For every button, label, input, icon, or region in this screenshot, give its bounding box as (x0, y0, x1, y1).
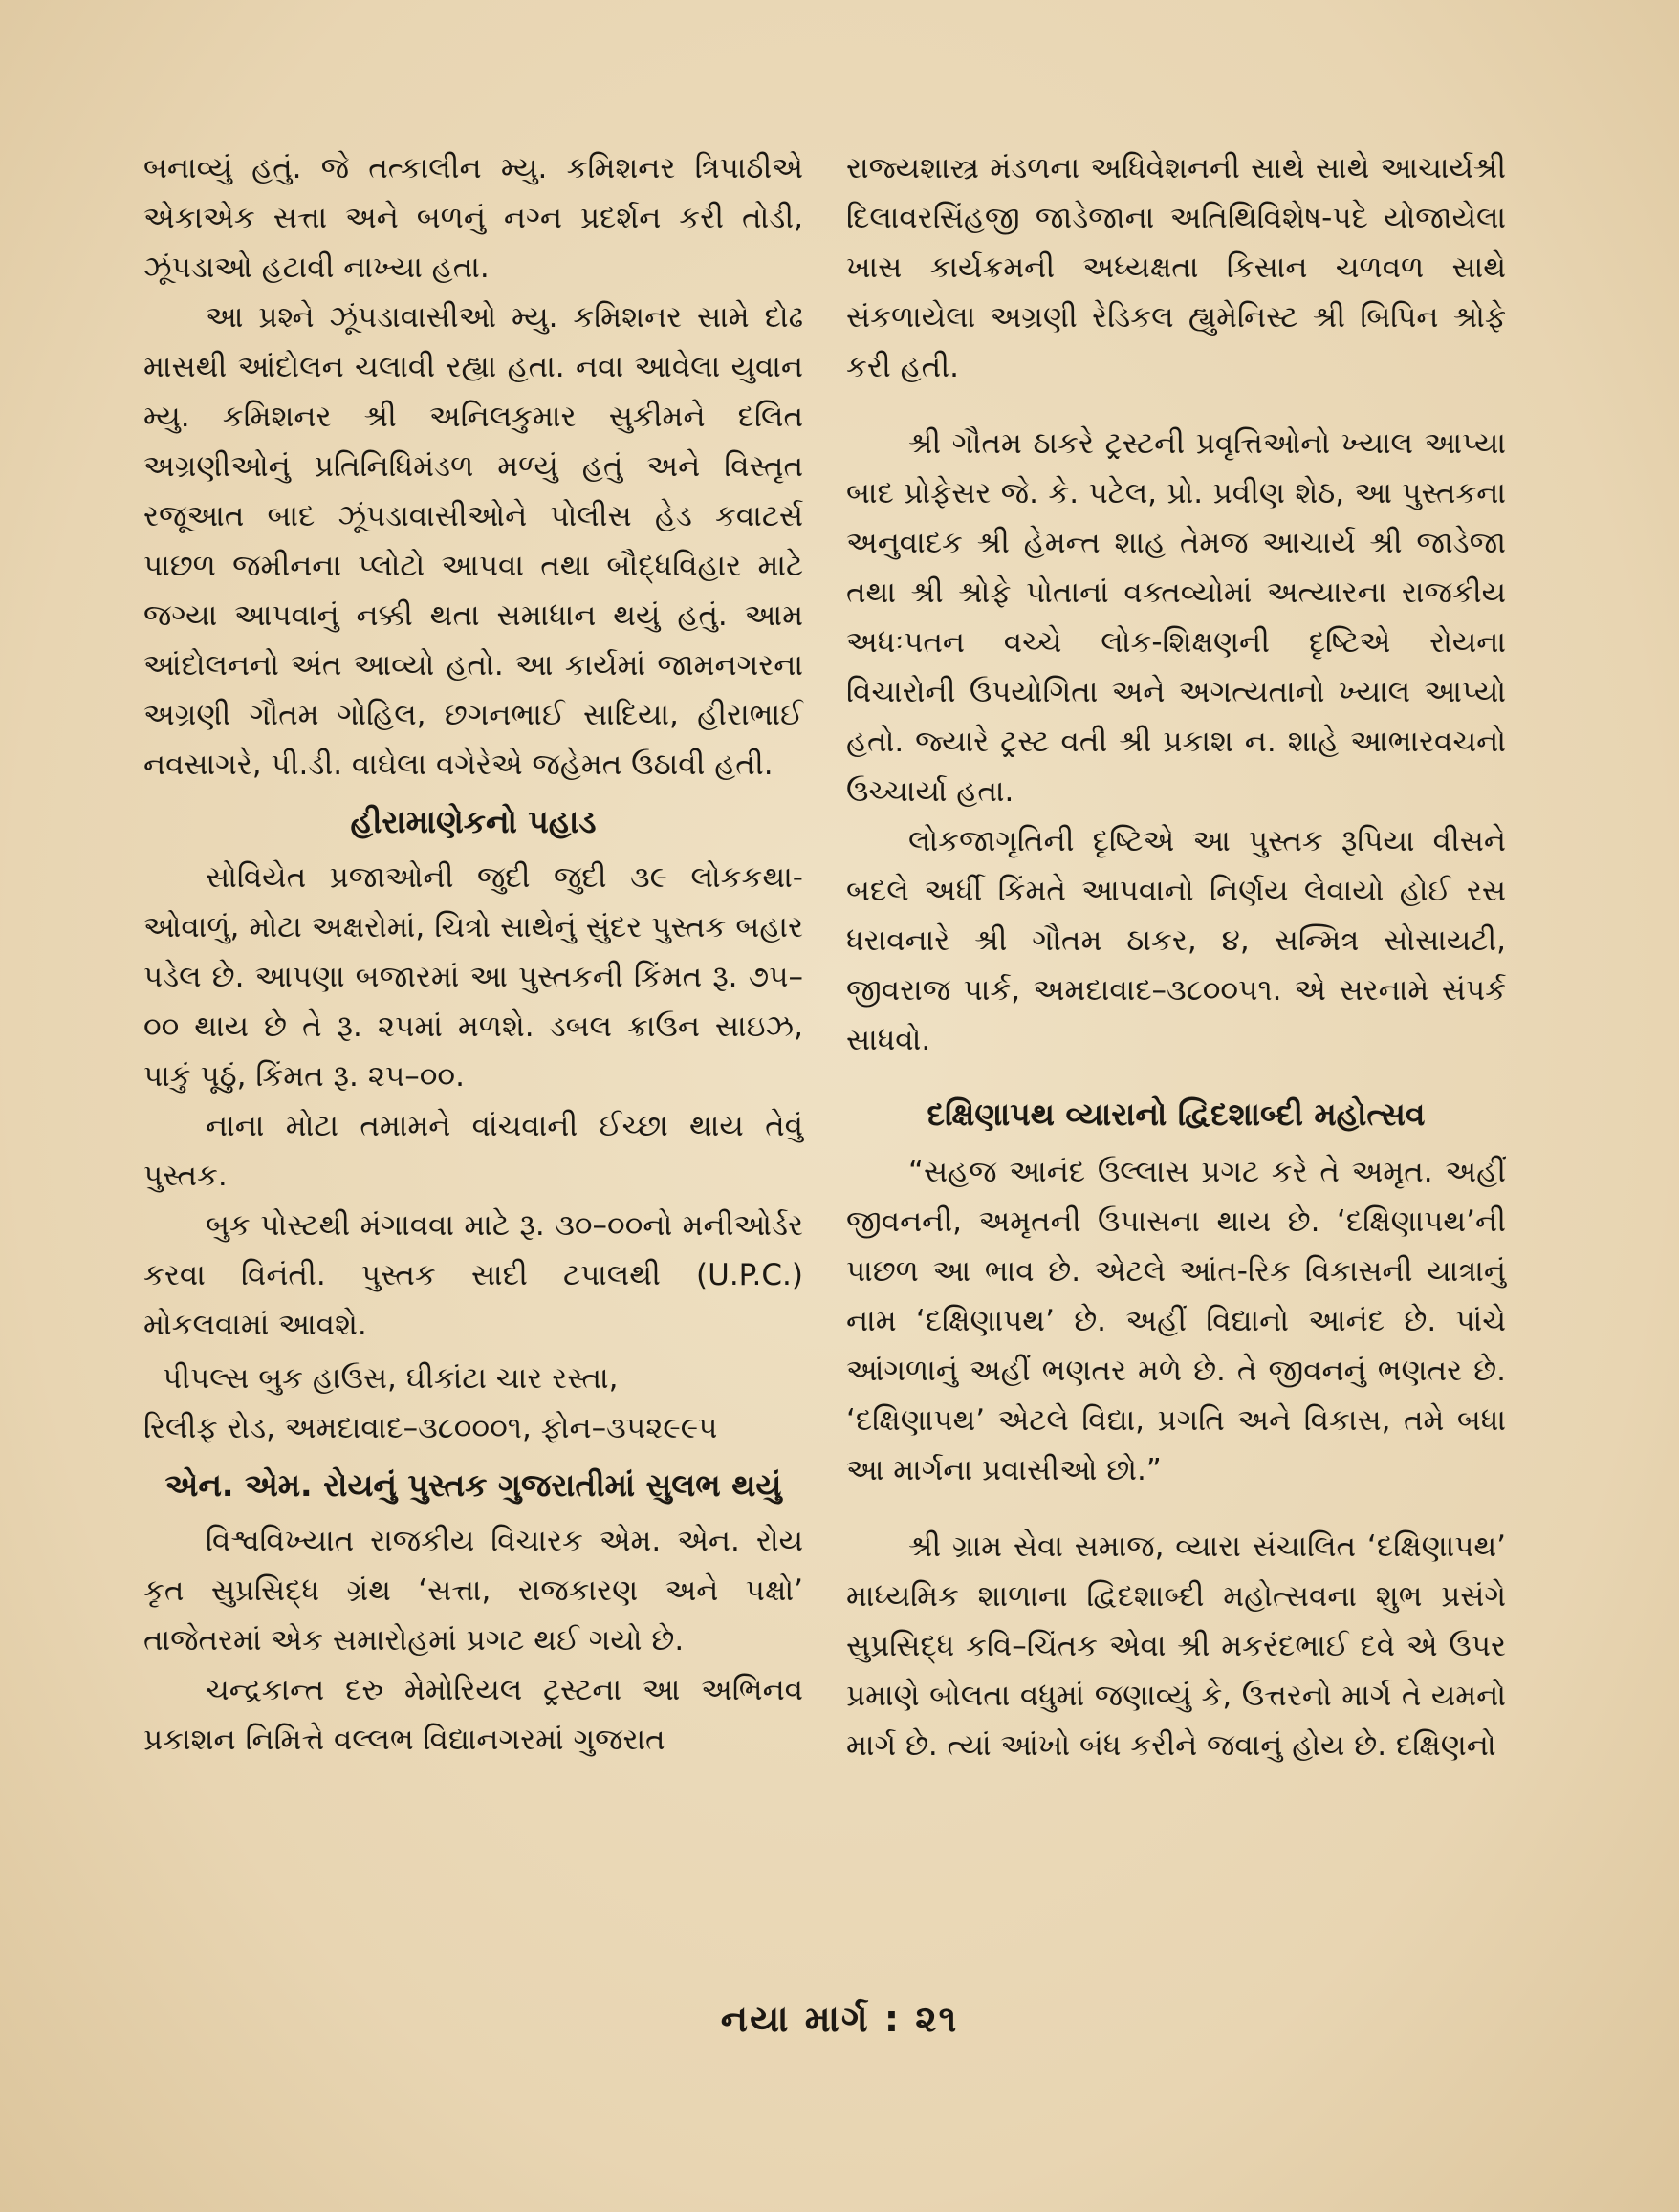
article-paragraph: વિશ્વવિખ્યાત રાજકીય વિચારક એમ. એન. રોય કૃત સુપ્રસિદ્ધ ગ્રંથ ‘સત્તા, રાજકારણ અને પક્ષો’ તાજેતરમાં એક સમારોહમાં પ્રગટ થઈ ગયો છે. (143, 1524, 803, 1658)
article-paragraph: લોકજાગૃતિની દૃષ્ટિએ આ પુસ્તક રૂપિયા વીસને બદલે અર્ધી કિંમતે આપવાનો નિર્ણય લેવાયો હોઈ રસ ધરાવનારે શ્રી ગૌતમ ઠાકર, ૪, સન્મિત્ર સોસાયટી, જીવરાજ પાર્ક, અમદાવાદ–૩૮૦૦૫૧. એ સરનામે સંપર્ક સાધવો. (846, 824, 1506, 1057)
section-heading: હીરામાણેકનો પહાડ (350, 803, 597, 840)
quote-paragraph: “સહજ આનંદ ઉલ્લાસ પ્રગટ કરે તે અમૃત. અહીં જીવનની, અમૃતની ઉપાસના થાય છે. ‘દક્ષિણાપથ’ની પાછળ આ ભાવ છે. એટલે આંત-રિક વિકાસની યાત્રાનું નામ ‘દક્ષિણાપથ’ છે. અહીં વિદ્યાનો આનંદ છે. પાંચે આંગળાનું અહીં ભણતર મળે છે. તે જીવનનું ભણતર છે. ‘દક્ષિણાપથ’ એટલે વિદ્યા, પ્રગતિ અને વિકાસ, તમે બધા આ માર્ગના પ્રવાસીઓ છો.” (846, 1155, 1506, 1487)
article-paragraph: બનાવ્યું હતું. જે તત્કાલીન મ્યુ. કમિશનર ત્રિપાઠીએ એકાએક સત્તા અને બળનું નગ્ન પ્રદર્શન કરી તોડી, ઝૂંપડાઓ હટાવી નાખ્યા હતા. (143, 151, 803, 285)
article-paragraph: બુક પોસ્ટથી મંગાવવા માટે રૂ. ૩૦–૦૦નો મનીઓર્ડર કરવા વિનંતી. પુસ્તક સાદી ટપાલથી (U.P.C.) મોકલવામાં આવશે. (143, 1208, 803, 1342)
article-paragraph: આ પ્રશ્ને ઝૂંપડાવાસીઓ મ્યુ. કમિશનર સામે દોઢ માસથી આંદોલન ચલાવી રહ્યા હતા. નવા આવેલા યુવાન મ્યુ. કમિશનર શ્રી અનિલકુમાર સુકીમને દલિત અગ્રણીઓનું પ્રતિનિધિમંડળ મળ્યું હતું અને વિસ્તૃત રજૂઆત બાદ ઝૂંપડાવાસીઓને પોલીસ હેડ કવાટર્સ પાછળ જમીનના પ્લોટો આપવા તથા બૌદ્ધવિહાર માટે જગ્યા આપવાનું નક્કી થતા સમાધાન થયું હતું. આમ આંદોલનનો અંત આવ્યો હતો. આ કાર્યમાં જામનગરના અગ્રણી ગૌતમ ગોહિલ, છગનભાઈ સાદિયા, હીરાભાઈ નવસાગરે, પી.ડી. વાઘેલા વગેરેએ જહેમત ઉઠાવી હતી. (143, 300, 803, 782)
address-line: રિલીફ રોડ, અમદાવાદ–૩૮૦૦૦૧, ફોન–૩૫૨૯૯૫ (143, 1411, 718, 1445)
article-paragraph: નાના મોટા તમામને વાંચવાની ઈચ્છા થાય તેવું પુસ્તક. (143, 1109, 803, 1193)
page-footer: નયા માર્ગ : ૨૧ (720, 1998, 959, 2040)
left-column (143, 143, 803, 1765)
article-paragraph: સોવિયેત પ્રજાઓની જુદી જુદી ૩૯ લોકકથા-ઓવાળું, મોટા અક્ષરોમાં, ચિત્રો સાથેનું સુંદર પુસ્તક બહાર પડેલ છે. આપણા બજારમાં આ પુસ્તકની કિંમત રૂ. ૭૫–૦૦ થાય છે તે રૂ. ૨૫માં મળશે. ડબલ ક્રાઉન સાઇઝ, પાકું પૂઠું, કિંમત રૂ. ૨૫–૦૦. (143, 860, 803, 1094)
section-heading: એન. એમ. રોયનું પુસ્તક ગુજરાતીમાં સુલભ થયું (164, 1466, 782, 1504)
section-heading: દક્ષિણાપથ વ્યારાનો દ્વિદશાબ્દી મહોત્સવ (927, 1095, 1426, 1133)
right-column (846, 143, 1506, 1770)
address-line: પીપલ્સ બુક હાઉસ, ઘીકાંટા ચાર રસ્તા, (163, 1361, 619, 1396)
article-paragraph: ચન્દ્રકાન્ત દરુ મેમોરિયલ ટ્રસ્ટના આ અભિનવ પ્રકાશન નિમિત્તે વલ્લભ વિદ્યાનગરમાં ગુજરાત (143, 1673, 803, 1757)
article-paragraph: રાજ્યશાસ્ત્ર મંડળના અધિવેશનની સાથે સાથે આચાર્યશ્રી દિલાવરસિંહજી જાડેજાના અતિથિવિશેષ-પદે યોજાયેલા ખાસ કાર્યક્રમની અધ્યક્ષતા કિસાન ચળવળ સાથે સંકળાયેલા અગ્રણી રેડિકલ હ્યુમેનિસ્ટ શ્રી બિપિન શ્રોફે કરી હતી. (846, 151, 1506, 384)
article-paragraph: શ્રી ગૌતમ ઠાકરે ટ્રસ્ટની પ્રવૃત્તિઓનો ખ્યાલ આપ્યા બાદ પ્રોફેસર જે. કે. પટેલ, પ્રો. પ્રવીણ શેઠ, આ પુસ્તકના અનુવાદક શ્રી હેમન્ત શાહ તેમજ આચાર્ય શ્રી જાડેજા તથા શ્રી શ્રોફે પોતાનાં વક્તવ્યોમાં અત્યારના રાજકીય અધઃપતન વચ્ચે લોક-શિક્ષણની દૃષ્ટિએ રોયના વિચારોની ઉપયોગિતા અને અગત્યતાનો ખ્યાલ આપ્યો હતો. જ્યારે ટ્રસ્ટ વતી શ્રી પ્રકાશ ન. શાહે આભારવચનો ઉચ્ચાર્યા હતા. (846, 426, 1506, 809)
article-paragraph: શ્રી ગ્રામ સેવા સમાજ, વ્યારા સંચાલિત ‘દક્ષિણાપથ’ માધ્યમિક શાળાના દ્વિદશાબ્દી મહોત્સવના શુભ પ્રસંગે સુપ્રસિદ્ધ કવિ–ચિંતક એવા શ્રી મકરંદભાઈ દવે એ ઉપર પ્રમાણે બોલતા વધુમાં જણાવ્યું કે, ઉત્તરનો માર્ગ તે યમનો માર્ગ છે. ત્યાં આંખો બંધ કરીને જવાનું હોય છે. દક્ષિણનો (846, 1529, 1506, 1763)
